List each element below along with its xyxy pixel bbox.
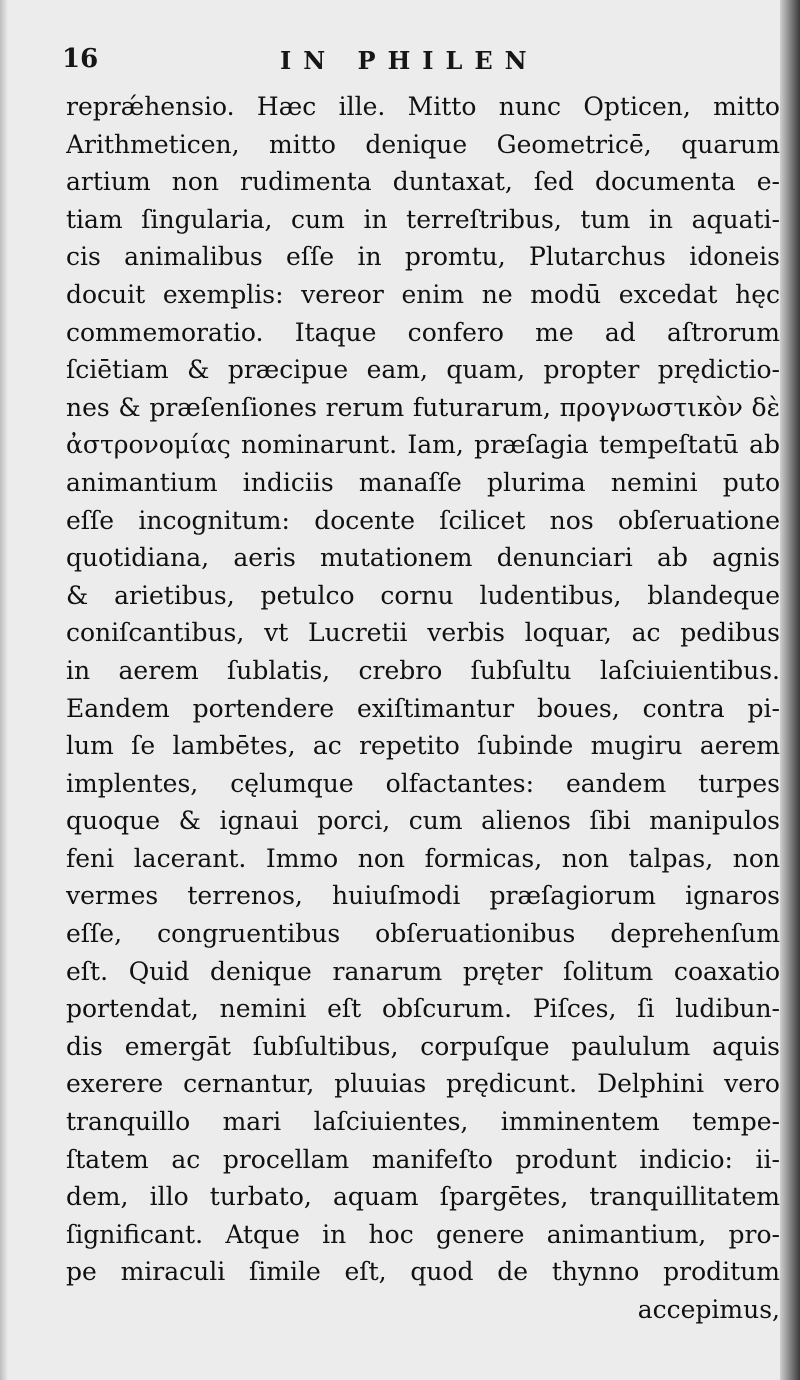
text-line: pe miraculi ſimile eſt, quod de thynno proditum — [66, 1257, 780, 1287]
text-line: cis animalibus eſſe in promtu, Plutarchus idoneis — [66, 242, 780, 272]
text-line: artium non rudimenta duntaxat, ſed documenta e- — [66, 167, 780, 197]
text-line: eſſe, congruentibus obſeruationibus deprehenſum — [66, 919, 780, 949]
page-number: 16 — [62, 44, 99, 74]
text-line: & arietibus, petulco cornu ludentibus, blandeque — [66, 580, 780, 610]
running-head: IN PHILEN — [280, 46, 539, 75]
text-line: exerere cernantur, pluuias prędicunt. Delphini vero — [66, 1069, 780, 1099]
text-line: reprǽhensio. Hæc ille. Mitto nunc Opticen, mitto — [66, 92, 780, 121]
text-line: coniſcantibus, vt Lucretii verbis loquar, ac pedibus — [66, 618, 780, 648]
text-line: quotidiana, aeris mutationem denunciari ab agnis — [66, 543, 780, 573]
text-line: implentes, cęlumque olfactantes: eandem turpes — [66, 768, 780, 798]
text-line: eſt. Quid denique ranarum pręter ſolitum coaxatio — [66, 956, 780, 986]
text-line: ſtatem ac procellam manifeſto produnt indicio: ii- — [66, 1144, 780, 1174]
text-line: portendat, nemini eſt obſcurum. Piſces, ſi ludibun- — [66, 994, 780, 1024]
text-line: docuit exemplis: vereor enim ne modū excedat hęc — [66, 279, 780, 309]
text-line: ſignificant. Atque in hoc genere animantium, pro- — [66, 1219, 780, 1249]
text-line: quoque & ignaui porci, cum alienos ſibi manipulos — [66, 806, 780, 836]
text-line: vermes terrenos, huiuſmodi præſagiorum ignaros — [66, 881, 780, 911]
text-line-greek: nes & præſenſiones rerum futurarum, προγνωστικὸν δὲ — [66, 392, 780, 422]
text-line: in aerem ſublatis, crebro ſubſultu laſciuientibus. — [66, 655, 780, 685]
text-line: ſciētiam & præcipue eam, quam, propter prędictio- — [66, 355, 780, 385]
text-line: tranquillo mari laſciuientes, imminentem tempe- — [66, 1107, 780, 1137]
text-line: commemoratio. Itaque confero me ad aſtrorum — [66, 317, 780, 347]
text-line: lum ſe lambētes, ac repetito ſubinde mugiru aerem — [66, 731, 780, 761]
text-line: dem, illo turbato, aquam ſpargētes, tranquillitatem — [66, 1182, 780, 1212]
text-line: feni lacerant. Immo non formicas, non talpas, non — [66, 843, 780, 873]
body-text — [66, 88, 780, 1329]
text-line: dis emergāt ſubſultibus, corpuſque paululum aquis — [66, 1031, 780, 1061]
text-line: tiam ſingularia, cum in terreſtribus, tum in aquati- — [66, 204, 780, 234]
text-line: Eandem portendere exiſtimantur boues, contra pi- — [66, 693, 780, 723]
text-line: Arithmeticen, mitto denique Geometricē, quarum — [66, 129, 780, 159]
page-header — [62, 40, 762, 90]
text-line-greek: ἀστρονομίας nominarunt. Iam, præſagia tempeſtatū ab — [66, 430, 780, 460]
catchword-line: accepimus, — [637, 1295, 780, 1324]
text-line: animantium indiciis manaſſe plurima nemini puto — [66, 467, 780, 497]
text-line: eſſe incognitum: docente ſcilicet nos obſeruatione — [66, 505, 780, 535]
